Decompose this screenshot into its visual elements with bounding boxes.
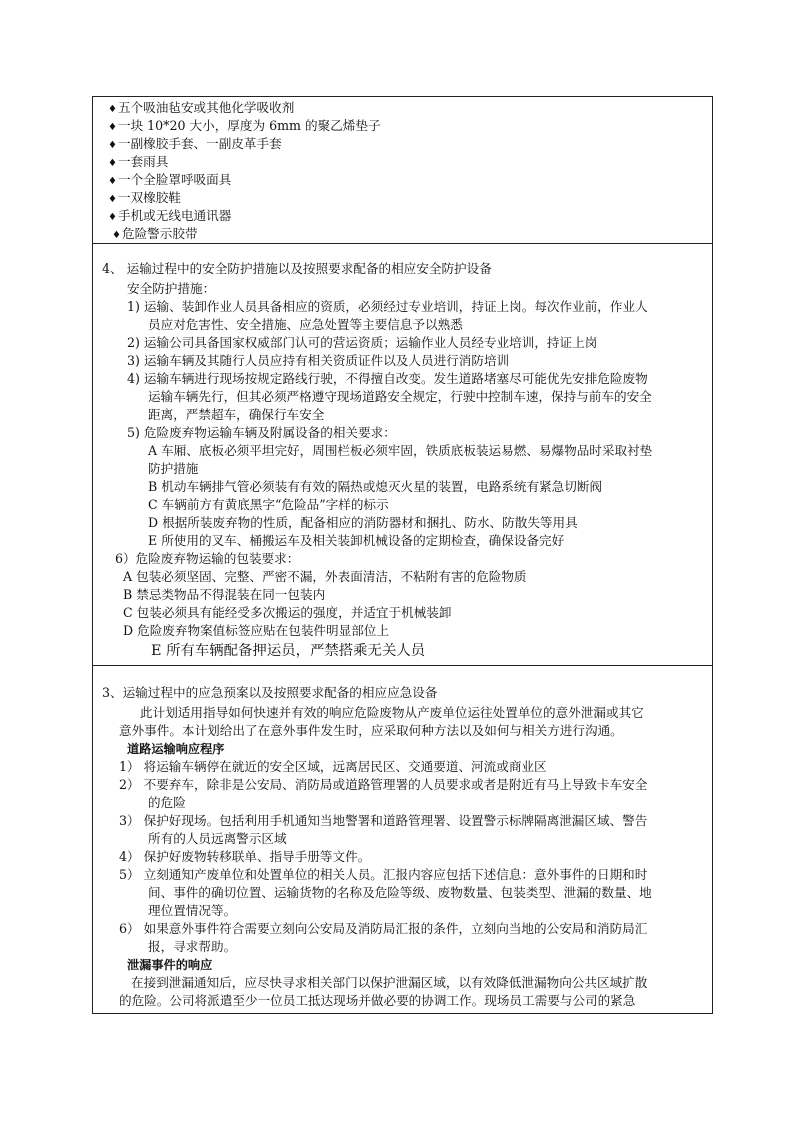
list-item: 3） 保护好现场。包括利用手机通知当地警署和道路管理署、设置警示标牌隔离泄漏区域、警告 bbox=[119, 813, 648, 828]
list-item: 1） 将运输车辆停在就近的安全区域，远离居民区、交通要道、河流或商业区 bbox=[119, 759, 547, 774]
list-item: B 机动车辆排气管必须装有有效的隔热或熄灭火星的装置，电路系统有紧急切断阀 bbox=[148, 479, 603, 494]
list-item: 1) 运输、装卸作业人员具备相应的资质，必须经过专业培训，持证上岗。每次作业前，作业人 bbox=[127, 299, 648, 314]
list-item: ♦ 一双橡胶鞋 bbox=[108, 189, 181, 209]
list-item: E 所有车辆配备押运员，严禁搭乘无关人员 bbox=[151, 643, 426, 659]
list-item: 的危险 bbox=[148, 795, 186, 810]
subheading: 6）危险废弃物运输的包装要求： bbox=[115, 551, 300, 566]
list-item: 2） 不要弃车，除非是公安局、消防局或道路管理署的人员要求或者是附近有马上导致卡车安全 bbox=[119, 777, 648, 792]
list-item: ♦ 危险警示胶带 bbox=[112, 225, 198, 245]
list-item: 6） 如果意外事件符合需要立刻向公安局及消防局汇报的条件，立刻向当地的公安局和消防局汇 bbox=[119, 921, 648, 936]
list-item: 4) 运输车辆进行现场按规定路线行驶，不得擅自改变。发生道路堵塞尽可能优先安排危险废物 bbox=[127, 371, 648, 386]
document-table bbox=[92, 96, 713, 1014]
list-item: D 根据所装废弃物的性质，配备相应的消防器材和捆扎、防水、防散失等用具 bbox=[148, 515, 578, 530]
list-item: 报，寻求帮助。 bbox=[148, 939, 237, 954]
subsection-title: 泄漏事件的响应 bbox=[127, 958, 213, 972]
paragraph-line: 此计划适用指导如何快速并有效的响应危险废物从产废单位运往处置单位的意外泄漏或其它 bbox=[140, 705, 644, 720]
subheading: 安全防护措施： bbox=[127, 281, 216, 296]
list-item: 间、事件的确切位置、运输货物的名称及危险等级、废物数量、包装类型、泄漏的数量、地 bbox=[148, 885, 652, 900]
list-item: 运输车辆先行，但其必须严格遵守现场道路安全规定，行驶中控制车速，保持与前车的安全 bbox=[148, 389, 652, 404]
list-item: 4） 保护好废物转移联单、指导手册等文件。 bbox=[119, 849, 371, 864]
paragraph-line: 的危险。公司将派遣至少一位员工抵达现场并做必要的协调工作。现场员工需要与公司的紧急 bbox=[119, 993, 636, 1008]
list-item: 2) 运输公司具备国家权威部门认可的营运资质；运输作业人员经专业培训，持证上岗 bbox=[127, 335, 598, 350]
list-item: C 车辆前方有黄底黑字“危险品”字样的标示 bbox=[148, 497, 389, 512]
paragraph-line: 意外事件。本计划给出了在意外事件发生时，应采取何种方法以及如何与相关方进行沟通。 bbox=[119, 723, 623, 738]
list-item: E 所使用的叉车、桶搬运车及相关装卸机械设备的定期检查，确保设备完好 bbox=[148, 533, 565, 548]
list-item: ♦ 一套雨具 bbox=[108, 153, 168, 173]
list-item: A 包装必须坚固、完整、严密不漏，外表面清洁，不粘附有害的危险物质 bbox=[123, 569, 527, 584]
section-heading: 3、运输过程中的应急预案以及按照要求配备的相应应急设备 bbox=[102, 685, 438, 700]
list-item: 3) 运输车辆及其随行人员应持有相关资质证件以及人员进行消防培训 bbox=[127, 353, 510, 368]
list-item: 5） 立刻通知产废单位和处置单位的相关人员。汇报内容应包括下述信息：意外事件的日期和时 bbox=[119, 867, 648, 882]
list-item: A 车厢、底板必须平坦完好，周围栏板必须牢固，铁质底板装运易燃、易爆物品时采取衬垫 bbox=[148, 443, 653, 458]
section-heading: 4、 运输过程中的安全防护措施以及按照要求配备的相应安全防护设备 bbox=[102, 261, 492, 276]
equipment-cell bbox=[93, 97, 712, 244]
list-item: B 禁忌类物品不得混装在同一包装内 bbox=[123, 587, 326, 602]
list-item: 所有的人员远离警示区域 bbox=[148, 831, 287, 846]
list-item: 理位置情况等。 bbox=[148, 903, 237, 918]
list-item: ♦ 一副橡胶手套、一副皮革手套 bbox=[108, 135, 282, 155]
list-item: ♦ 五个吸油毡安或其他化学吸收剂 bbox=[108, 99, 294, 119]
paragraph-line: 在接到泄漏通知后，应尽快寻求相关部门以保护泄漏区域，以有效降低泄漏物向公共区域扩散 bbox=[131, 975, 648, 990]
list-item: ♦ 一块 10*20 大小，厚度为 6mm 的聚乙烯垫子 bbox=[108, 117, 381, 137]
list-item: 员应对危害性、安全措施、应急处置等主要信息予以熟悉 bbox=[148, 317, 463, 332]
subsection-title: 道路运输响应程序 bbox=[127, 742, 225, 756]
list-item: C 包装必须具有能经受多次搬运的强度，并适宜于机械装卸 bbox=[123, 605, 452, 620]
list-item: 5) 危险废弃物运输车辆及附属设备的相关要求： bbox=[127, 425, 396, 440]
list-item: 防护措施 bbox=[148, 461, 199, 476]
list-item: D 危险废弃物案值标签应贴在包装件明显部位上 bbox=[123, 623, 389, 638]
list-item: 距离，严禁超车，确保行车安全 bbox=[148, 407, 325, 422]
section3-cell bbox=[93, 666, 712, 1013]
list-item: ♦ 手机或无线电通讯器 bbox=[108, 207, 231, 227]
section4-cell bbox=[93, 244, 712, 666]
list-item: ♦ 一个全脸罩呼吸面具 bbox=[108, 171, 231, 191]
